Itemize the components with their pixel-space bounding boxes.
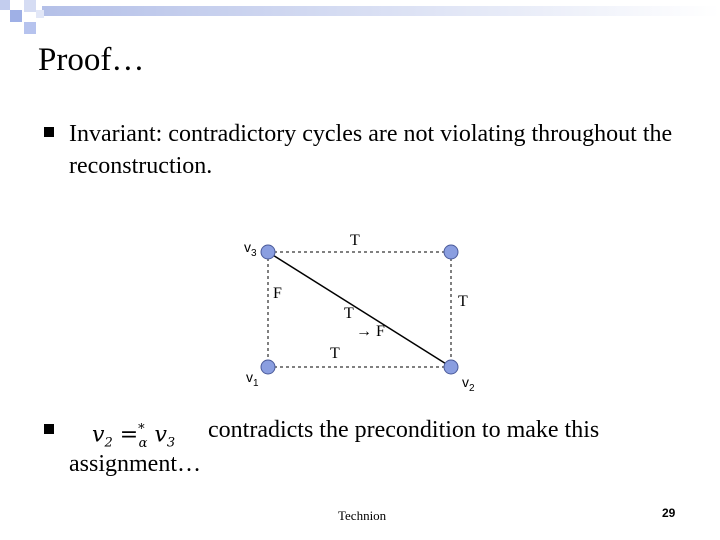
vertex-v2-top xyxy=(444,245,458,259)
bullet-2-text: contradicts the precondition to make this xyxy=(208,417,600,443)
edge-label-top: T xyxy=(350,232,360,249)
vertex-v2 xyxy=(444,360,458,374)
bullet-2-continuation: assignment… xyxy=(69,451,201,477)
edge-label-right: T xyxy=(458,293,468,310)
bullet-1-text: Invariant: contradictory cycles are not violating throughout the reconstruction. xyxy=(69,121,673,179)
label-v2: $v_2$ xyxy=(462,374,475,394)
slide-title: Proof… xyxy=(38,42,145,78)
bullet-square-icon xyxy=(44,424,54,434)
vertex-v1 xyxy=(261,360,275,374)
edge-label-left: F xyxy=(273,285,282,302)
math-expression: $v_2 =^*_\alpha$ $v_3$ xyxy=(92,422,176,451)
vertex-v3 xyxy=(261,245,275,259)
edge-label-bottom: T xyxy=(330,345,340,362)
edge-label-diagonal-change: → F xyxy=(356,323,385,340)
edge-diagonal xyxy=(268,252,451,367)
label-v3: $v_3$ xyxy=(244,239,257,259)
page-number: 29 xyxy=(662,506,676,520)
label-v1: $v_1$ xyxy=(246,369,259,389)
edge-label-diagonal: T xyxy=(344,305,354,322)
footer-text: Technion xyxy=(338,508,387,523)
